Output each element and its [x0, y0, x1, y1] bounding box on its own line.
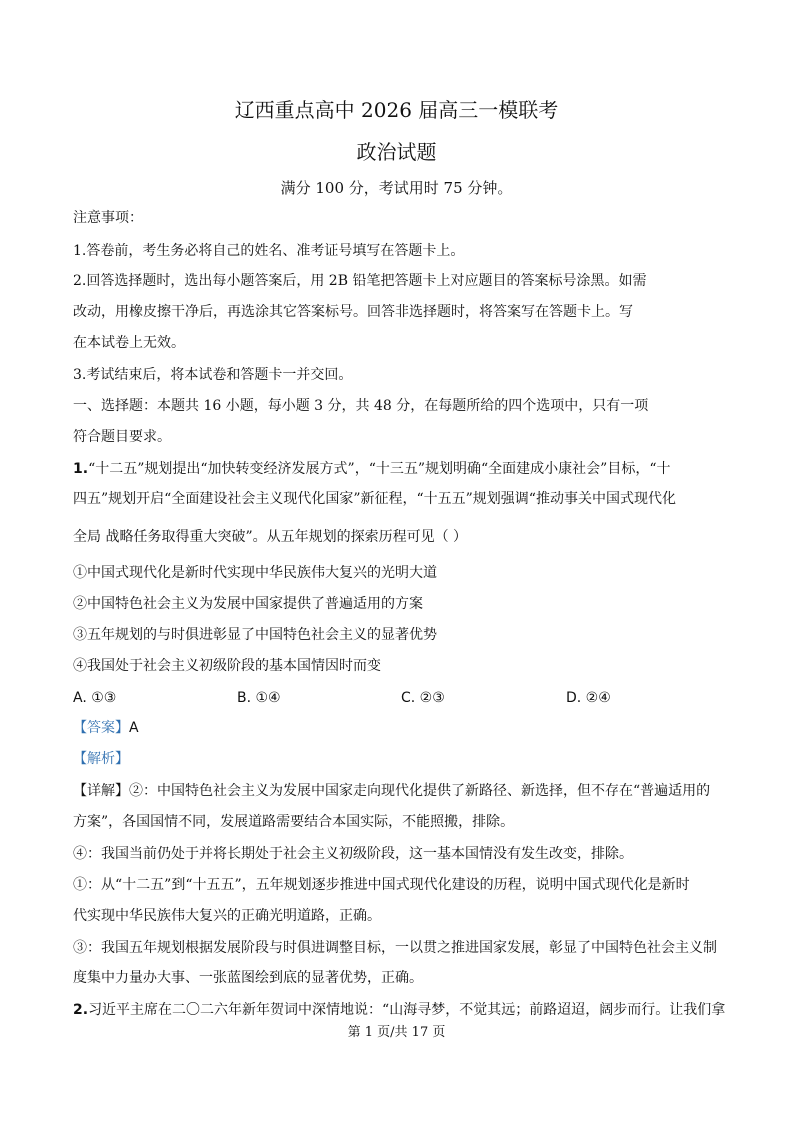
- statement-2: ②中国特色社会主义为发展中国家提供了普遍适用的方案: [73, 596, 423, 612]
- question-2-number: 2.: [73, 1002, 89, 1018]
- note-item-2-line-3: 在本试卷上无效。: [73, 335, 185, 351]
- section-heading-line-2: 符合题目要求。: [73, 429, 171, 445]
- detail-2: ④：我国当前仍处于并将长期处于社会主义初级阶段，这一基本国情没有发生改变，排除。: [73, 846, 633, 862]
- option-c: C. ②③: [401, 690, 445, 706]
- score-info: 满分 100 分，考试用时 75 分钟。: [280, 179, 513, 197]
- note-item-3: 3.考试结束后，将本试卷和答题卡一并交回。: [73, 367, 353, 383]
- section-heading-line-1: 一、选择题：本题共 16 小题，每小题 3 分，共 48 分，在每题所给的四个选项中，只有一项: [73, 398, 649, 414]
- analysis-label: 【解析】: [73, 751, 129, 767]
- answer-label: 【答案】: [73, 720, 129, 736]
- question-1-stem-text-1: “十二五”规划提出“加快转变经济发展方式”，“十三五”规划明确“全面建成小康社会”目标，“十: [88, 461, 671, 477]
- detail-4-line-2: 度集中力量办大事、一张蓝图绘到底的显著优势，正确。: [73, 970, 423, 986]
- page-footer: 第 1 页/共 17 页: [347, 1025, 446, 1040]
- question-2-stem-line-1: [73, 1000, 725, 1020]
- note-item-2-line-2: 改动，用橡皮擦干净后，再选涂其它答案标号。回答非选择题时，将答案写在答题卡上。写: [73, 304, 633, 320]
- answer-value: A: [129, 720, 139, 736]
- exam-title: 辽西重点高中 2026 届高三一模联考: [234, 98, 559, 122]
- detail-4-line-1: ③：我国五年规划根据发展阶段与时俱进调整目标，一以贯之推进国家发展，彰显了中国特色社会主义制: [73, 940, 717, 956]
- detail-1-line-2: 方案”，各国国情不同，发展道路需要结合本国实际，不能照搬，排除。: [73, 814, 515, 830]
- detail-1-text: ②：中国特色社会主义为发展中国家走向现代化提供了新路径、新选择，但不存在“普遍适用的: [129, 783, 711, 799]
- note-item-2-line-1: 2.回答选择题时，选出每小题答案后，用 2B 铅笔把答题卡上对应题目的答案标号涂黑。如需: [73, 273, 647, 289]
- question-1-stem-line-3: 全局 战略任务取得重大突破”。从五年规划的探索历程可见（ ）: [73, 529, 468, 545]
- detail-3-line-2: 代实现中华民族伟大复兴的正确光明道路，正确。: [73, 908, 381, 924]
- note-item-1: 1.答卷前，考生务必将自己的姓名、准考证号填写在答题卡上。: [73, 243, 465, 259]
- question-1-stem-line-1: [73, 459, 670, 479]
- detail-1-line-1: [73, 781, 710, 801]
- question-2-stem-text: 习近平主席在二〇二六年新年贺词中深情地说：“山海寻梦，不觉其远；前路迢迢，阔步而行。让我们拿: [88, 1002, 726, 1018]
- question-1-number: 1.: [73, 461, 89, 477]
- subject-title: 政治试题: [356, 140, 437, 164]
- statement-3: ③五年规划的与时俱进彰显了中国特色社会主义的显著优势: [73, 627, 437, 643]
- option-a: A. ①③: [73, 690, 117, 706]
- detail-label: 【详解】: [73, 783, 129, 799]
- detail-3-line-1: ①：从“十二五”到“十五五”，五年规划逐步推进中国式现代化建设的历程，说明中国式现代化是新时: [73, 877, 690, 893]
- answer-line: [73, 718, 139, 738]
- notes-heading: 注意事项：: [73, 210, 143, 226]
- option-d: D. ②④: [566, 690, 611, 706]
- statement-1: ①中国式现代化是新时代实现中华民族伟大复兴的光明大道: [73, 565, 437, 581]
- statement-4: ④我国处于社会主义初级阶段的基本国情因时而变: [73, 658, 381, 674]
- option-b: B. ①④: [237, 690, 281, 706]
- question-1-stem-line-2: 四五”规划开启“全面建设社会主义现代化国家”新征程，“十五五”规划强调“推动事关中国式现代化: [73, 491, 676, 507]
